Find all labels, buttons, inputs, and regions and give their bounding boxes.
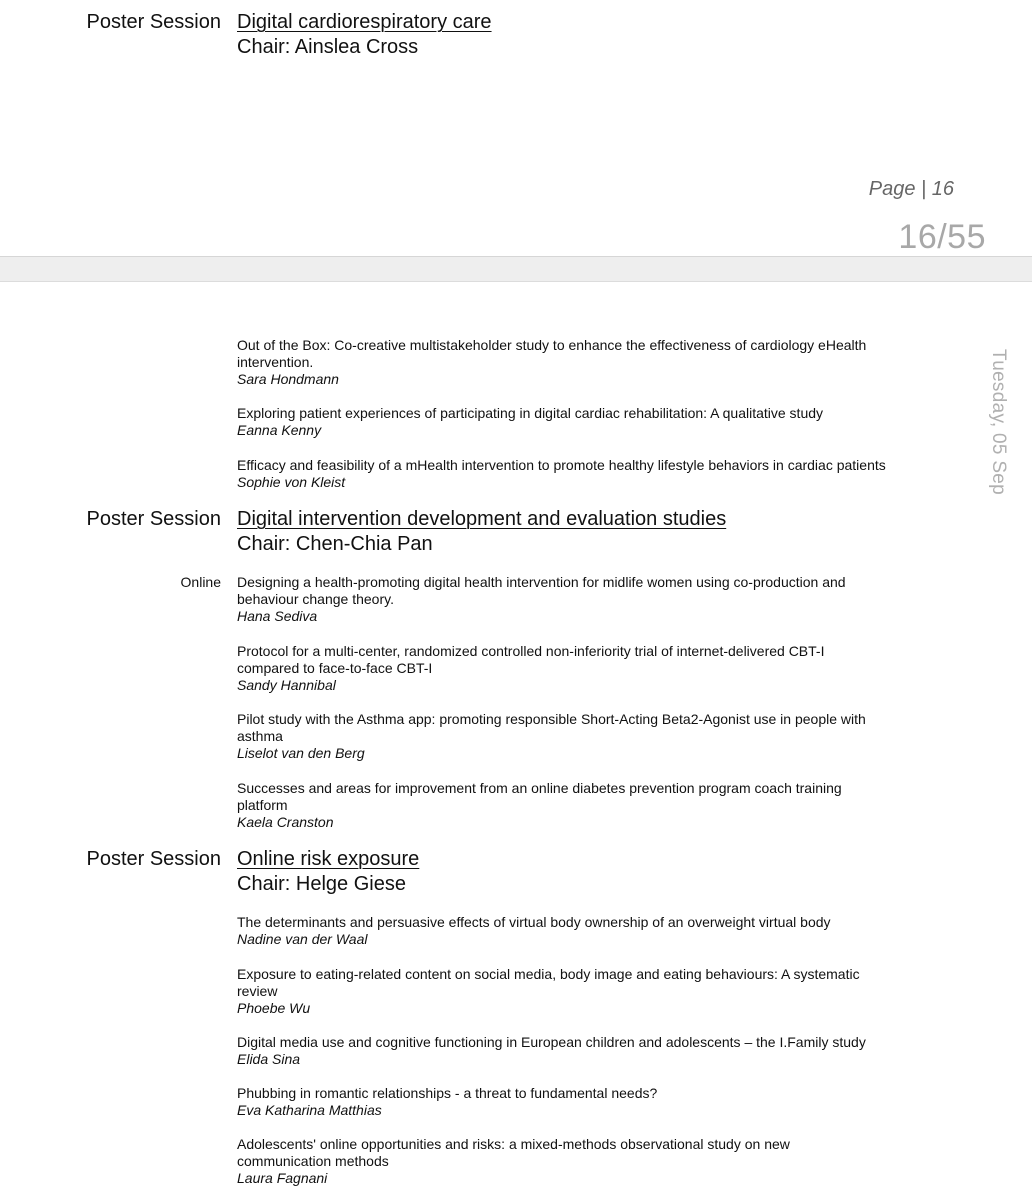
- session-title-link[interactable]: Digital intervention development and evaluation studies: [237, 508, 727, 530]
- talk-item: [237, 337, 887, 388]
- talk-item: [237, 1085, 887, 1119]
- talk-author: Sandy Hannibal: [237, 677, 336, 693]
- talk-author: Liselot van den Berg: [237, 745, 365, 761]
- talk-item: [237, 711, 887, 762]
- talk-title: The determinants and persuasive effects of virtual body ownership of an overweight virtual body: [237, 914, 831, 930]
- session-type-label: Poster Session: [86, 11, 221, 33]
- talk-item: [237, 914, 887, 948]
- talk-author: Eva Katharina Matthias: [237, 1102, 382, 1118]
- talk-title: Successes and areas for improvement from an online diabetes prevention program coach training platform: [237, 780, 842, 813]
- session-mode-label: Online: [180, 574, 221, 590]
- talk-item: [237, 1136, 887, 1187]
- talk-title: Phubbing in romantic relationships - a threat to fundamental needs?: [237, 1085, 658, 1101]
- talk-title: Pilot study with the Asthma app: promoting responsible Short-Acting Beta2-Agonist use in people with asthma: [237, 711, 866, 744]
- talk-title: Out of the Box: Co-creative multistakeholder study to enhance the effectiveness of cardiology eHealth intervention.: [237, 337, 867, 370]
- talk-author: Sara Hondmann: [237, 371, 339, 387]
- page-number-label: Page | 16: [868, 178, 954, 200]
- talk-author: Sophie von Kleist: [237, 474, 346, 490]
- talk-author: Elida Sina: [237, 1051, 301, 1067]
- talk-item: [237, 457, 887, 491]
- talk-item: [237, 643, 887, 694]
- talk-title: Protocol for a multi-center, randomized controlled non-inferiority trial of internet-delivered CBT-I compared to face-to-face CBT-I: [237, 643, 825, 676]
- day-side-label: Tuesday, 05 Sep: [988, 349, 1009, 496]
- page-counter: 16/55: [898, 218, 986, 256]
- talk-title: Designing a health-promoting digital health intervention for midlife women using co-production and behaviour change theory.: [237, 574, 846, 607]
- session-title-link[interactable]: Digital cardiorespiratory care: [237, 11, 492, 33]
- session-type-label: Poster Session: [86, 848, 221, 870]
- session-chair: Chair: Chen-Chia Pan: [237, 533, 433, 555]
- session-title-link[interactable]: Online risk exposure: [237, 848, 420, 870]
- talk-item: [237, 574, 887, 625]
- talk-author: Kaela Cranston: [237, 814, 334, 830]
- talk-author: Hana Sediva: [237, 608, 318, 624]
- talk-title: Exposure to eating-related content on social media, body image and eating behaviours: A systematic review: [237, 966, 860, 999]
- session-chair: Chair: Helge Giese: [237, 873, 406, 895]
- talk-title: Digital media use and cognitive functioning in European children and adolescents – the I.Family study: [237, 1034, 866, 1050]
- talk-title: Efficacy and feasibility of a mHealth intervention to promote healthy lifestyle behaviors in cardiac patients: [237, 457, 886, 473]
- talk-item: [237, 405, 887, 439]
- talk-author: Laura Fagnani: [237, 1170, 328, 1186]
- session-type-label: Poster Session: [86, 508, 221, 530]
- talk-author: Phoebe Wu: [237, 1000, 311, 1016]
- talk-title: Exploring patient experiences of participating in digital cardiac rehabilitation: A qualitative study: [237, 405, 824, 421]
- talk-item: [237, 966, 887, 1017]
- talk-item: [237, 1034, 887, 1068]
- talk-title: Adolescents' online opportunities and risks: a mixed-methods observational study on new communication methods: [237, 1136, 790, 1169]
- talk-author: Nadine van der Waal: [237, 931, 368, 947]
- talk-author: Eanna Kenny: [237, 422, 322, 438]
- page-divider: [0, 256, 1032, 282]
- talk-item: [237, 780, 887, 831]
- session-chair: Chair: Ainslea Cross: [237, 36, 419, 58]
